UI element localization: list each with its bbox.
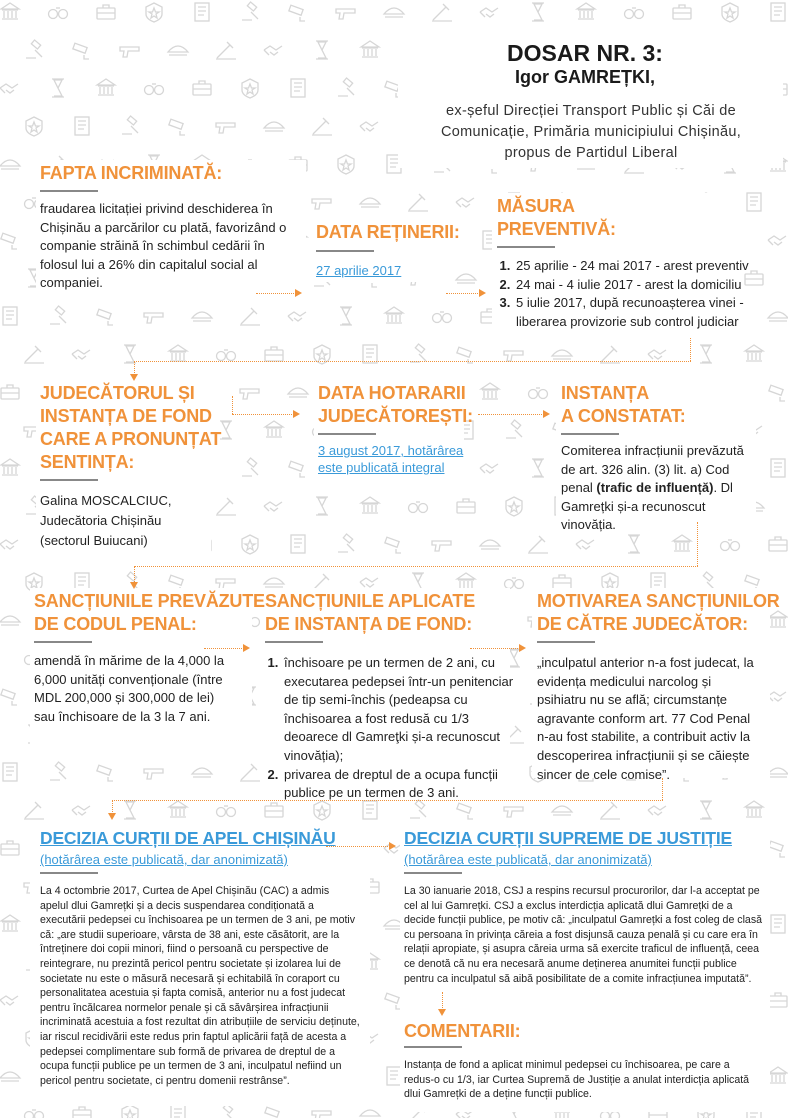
pattern-icon: [363, 801, 377, 819]
data-retinerii-heading: DATA REȚINERII:: [316, 222, 460, 242]
pattern-icon: [360, 1110, 380, 1118]
heading-line: SANCȚIUNILE PREVĂZUTE: [34, 591, 265, 611]
connector-line: [112, 800, 113, 814]
link-line[interactable]: este publicată integral: [318, 460, 445, 475]
person-name: Igor GAMREȚKI,: [515, 67, 655, 87]
heading-line: CARE A PRONUNȚAT: [40, 429, 222, 449]
pattern-icon: [1, 3, 19, 19]
pattern-icon: [192, 312, 212, 321]
pattern-icon: [1, 233, 17, 249]
pattern-icon: [361, 41, 379, 57]
motivarea-text: „inculpatul anterior n-a fost judecat, la evidența medicului narcolog și psihiatru nu se află; circumstanțe agravante conform art. 77 Cod Penal n-au fost stabilite, a contribuit activ la descoperirea infracțiunii și se căiește sincer de cele comise”.: [537, 655, 754, 782]
pattern-icon: [480, 464, 498, 473]
pattern-icon: [529, 388, 548, 399]
pattern-icon: [504, 351, 523, 361]
pattern-icon: [771, 459, 785, 477]
pattern-icon: [49, 8, 68, 19]
arrow-right-icon: [295, 289, 302, 297]
pattern-icon: [577, 3, 595, 19]
pattern-icon: [220, 421, 232, 439]
pattern-icon: [242, 2, 258, 20]
pattern-icon: [144, 313, 163, 323]
pattern-icon: [361, 497, 379, 513]
pattern-icon: [385, 307, 403, 323]
link-line[interactable]: 3 august 2017, hotărârea: [318, 443, 464, 458]
pattern-icon: [312, 118, 332, 135]
pattern-icon: [338, 155, 354, 174]
offense-name: (trafic de influență): [596, 480, 714, 496]
pattern-icon: [1, 841, 19, 855]
connector-line: [256, 293, 296, 294]
fapta-heading: FAPTA INCRIMINATĂ:: [40, 163, 223, 183]
judecator-text: [40, 491, 210, 551]
pattern-icon: [288, 388, 308, 397]
pattern-icon: [768, 692, 786, 701]
instanta-text: [561, 442, 753, 535]
connector-line: [134, 361, 135, 375]
pattern-icon: [288, 312, 306, 321]
pattern-icon: [769, 993, 787, 1007]
instanta-text-part: Comiterea infracțiunii prevăzută de art. 326 alin. (3) lit. a) Cod penal: [561, 443, 744, 496]
pattern-icon: [432, 4, 452, 21]
person-description: [402, 101, 780, 164]
pattern-icon: [700, 801, 712, 819]
divider: [40, 479, 98, 481]
pattern-icon: [506, 420, 522, 438]
description-line: Comunicație, Primăria municipiului Chișinău,: [440, 124, 742, 140]
pattern-icon: [625, 8, 644, 19]
arrow-right-icon: [519, 644, 526, 652]
motivarea-heading: [537, 590, 780, 636]
judecator-heading: [40, 382, 221, 474]
list-item: 2. privarea de dreptul de a ocupa funcții publice pe un termen de 3 ani.: [282, 766, 522, 803]
pattern-icon: [24, 802, 44, 819]
pattern-icon: [124, 801, 136, 819]
curtea-apel-heading[interactable]: DECIZIA CURȚII DE APEL CHIȘINĂU: [40, 828, 336, 848]
pattern-icon: [289, 5, 305, 21]
pattern-icon: [314, 801, 330, 820]
heading-line: MOTIVAREA SANCȚIUNILOR: [537, 591, 780, 611]
divider: [265, 641, 323, 643]
pattern-icon: [316, 41, 328, 59]
arrow-right-icon: [479, 289, 486, 297]
pattern-icon: [457, 803, 473, 819]
pattern-icon: [673, 535, 691, 551]
pattern-icon: [312, 199, 331, 209]
pattern-icon: [0, 540, 18, 549]
pattern-icon: [506, 497, 522, 516]
pattern-icon: [409, 502, 428, 513]
pattern-icon: [432, 541, 451, 551]
pattern-icon: [122, 1105, 138, 1118]
data-hotararii-link[interactable]: [318, 442, 463, 476]
pattern-icon: [146, 3, 162, 22]
pattern-icon: [72, 350, 90, 359]
pattern-icon: [120, 47, 139, 57]
divider: [561, 433, 619, 435]
pattern-icon: [338, 78, 354, 96]
pattern-icon: [480, 540, 500, 549]
pattern-icon: [600, 802, 620, 819]
pattern-icon: [50, 306, 66, 324]
masura-heading: [497, 195, 616, 241]
pattern-icon: [97, 5, 115, 19]
pattern-icon: [73, 43, 89, 59]
pattern-icon: [360, 578, 378, 587]
sanctiuni-aplicate-list: [265, 654, 522, 803]
pattern-icon: [25, 1110, 44, 1118]
pattern-icon: [265, 1107, 281, 1118]
heading-line: DE CĂTRE JUDECĂTOR:: [537, 614, 748, 634]
divider: [497, 246, 555, 248]
pattern-icon: [0, 160, 20, 169]
pattern-icon: [1, 915, 19, 931]
pattern-icon: [532, 3, 544, 21]
pattern-icon: [24, 346, 44, 363]
sanctiuni-aplicate-heading: [265, 590, 475, 636]
pattern-icon: [769, 1067, 787, 1083]
pattern-icon: [385, 993, 401, 1009]
pattern-icon: [745, 345, 763, 361]
connector-line: [697, 522, 698, 566]
connector-line: [478, 414, 544, 415]
pattern-icon: [171, 1105, 185, 1118]
pattern-icon: [0, 1072, 20, 1081]
pattern-icon: [0, 996, 18, 1005]
arrow-down-icon: [130, 374, 138, 381]
pattern-icon: [216, 42, 236, 59]
pattern-icon: [97, 765, 113, 781]
pattern-icon: [722, 3, 738, 22]
description-line: propus de Partidul Liberal: [504, 145, 678, 161]
list-item: 2. 24 mai - 4 iulie 2017 - arest la domiciliu: [514, 276, 752, 295]
heading-line: MĂSURA: [497, 196, 575, 216]
pattern-icon: [193, 81, 211, 95]
pattern-icon: [1, 689, 17, 705]
pattern-icon: [673, 5, 691, 19]
instanta-text-part: . Dl Gamrețki și-a recunoscut vinovăția.: [561, 480, 733, 533]
connector-line: [112, 800, 663, 801]
pattern-icon: [26, 117, 42, 136]
pattern-icon: [240, 389, 259, 399]
pattern-icon: [747, 193, 761, 211]
connector-line: [204, 648, 244, 649]
pattern-icon: [240, 308, 260, 325]
sanctiuni-prevazute-heading: [34, 590, 265, 636]
curtea-apel-subheading[interactable]: (hotărârea este publicată, dar anonimizată): [40, 852, 288, 867]
connector-line: [446, 293, 480, 294]
heading-line: A CONSTATAT:: [561, 406, 686, 426]
pattern-icon: [265, 421, 283, 437]
masura-list: [497, 257, 752, 331]
pattern-icon: [122, 116, 138, 134]
curtea-suprema-text: La 30 ianuarie 2018, CSJ a respins recursul procurorilor, dar l-a acceptat pe cel al lui Gamrețki. CSJ a exclus interdicția aplicată dlui Gamrețki de a decide funcții publice, pe motiv că: „inculpatul Gamrețki a fost coleg de clasă cu persoana în privința căreia a fost disjunsă cauza penală și cu care era în relații apropiate, și asupra căreia urma să exercite traficul de influență, ceea ce denotă că nu era necesară anume deținerea anumitei funcții publice pentru ca inculpatul să aibă posibilitate de a comite infracțiunea imputată”.: [404, 885, 763, 985]
list-item: 1. 25 aprilie - 24 mai 2017 - arest preventiv: [514, 257, 752, 276]
pattern-icon: [195, 3, 209, 21]
pattern-icon: [433, 312, 452, 323]
pattern-icon: [312, 1111, 331, 1118]
heading-line: INSTANȚA DE FOND: [40, 406, 212, 426]
comentarii-heading: COMENTARII:: [404, 1021, 521, 1041]
pattern-icon: [217, 350, 236, 361]
pattern-icon: [384, 8, 404, 17]
heading-line: SANCȚIUNILE APLICATE: [265, 591, 475, 611]
pattern-icon: [289, 461, 305, 477]
pattern-icon: [242, 535, 258, 554]
divider: [34, 641, 92, 643]
pattern-icon: [97, 309, 113, 325]
pattern-icon: [745, 801, 763, 817]
connector-line: [232, 414, 294, 415]
pattern-icon: [648, 350, 666, 359]
pattern-icon: [218, 1104, 234, 1118]
pattern-icon: [264, 578, 284, 587]
arrow-right-icon: [543, 410, 550, 418]
heading-line: DE INSTANȚA DE FOND:: [265, 614, 472, 634]
pattern-icon: [769, 841, 785, 857]
arrow-down-icon: [130, 582, 138, 589]
pattern-icon: [97, 79, 115, 95]
pattern-icon: [700, 345, 712, 363]
arrow-right-icon: [243, 644, 250, 652]
pattern-icon: [769, 385, 785, 401]
pattern-icon: [316, 497, 328, 515]
pattern-icon: [456, 198, 474, 207]
pattern-icon: [340, 307, 352, 325]
pattern-icon: [242, 458, 258, 476]
pattern-icon: [1, 385, 19, 399]
pattern-icon: [457, 499, 475, 513]
list-item: 3. 5 iulie 2017, după recunoașterea vinei - liberarea provizorie sub control judiciar: [514, 294, 752, 331]
connector-line: [232, 396, 233, 414]
pattern-icon: [771, 3, 785, 21]
pattern-icon: [648, 806, 666, 815]
pattern-icon: [457, 573, 475, 589]
curtea-suprema-subheading[interactable]: (hotărârea este publicată, dar anonimizată): [404, 852, 652, 867]
fapta-text: fraudarea licitației privind deschiderea în Chișinău a parcărilor cu plată, favorizând o companie străină în schimbul cedării în folosul lui a 26% din capitalul social al companiei.: [40, 201, 287, 291]
connector-line: [470, 648, 520, 649]
pattern-icon: [504, 807, 523, 817]
pattern-icon: [242, 79, 258, 98]
curtea-apel-text: La 4 octombrie 2017, Curtea de Apel Chișinău (CAC) a admis apelul dlui Gamrețki și a decis suspendarea condiționată a executării pedepsei cu închisoarea pe un termen de 3 ani, pe motiv că: „are studii superioare, vârsta de 38 ani, este căsătorit, are la întreținere doi copii minori, fiind o persoană cu perspective de reintegrare, nu prezintă pericol pentru societate și izolarea lui de societate nu este o măsură necesară și echitabilă în coraport cu personalitatea acestuia și fapta comisă, anterior nu a fost judecat pentru încălcarea normelor penale și că săvârșirea infracțiunii incriminată acestuia a fost rezultat din atribuțiile de serviciu deținute, iar riscul recidivării este redus prin faptul aplicării față de acesta a pedepsei complimentare sub formă de privarea de dreptul de a ocupa funcții publice pe un termen de 3 ani, inculpatul nefiind un pericol pentru societate, ci pentru domenii restrânse”.: [40, 885, 360, 1087]
pattern-icon: [168, 46, 188, 55]
pattern-icon: [52, 79, 64, 97]
curtea-suprema-heading[interactable]: DECIZIA CURȚII SUPREME DE JUSTIȚIE: [404, 828, 732, 848]
sanctiuni-prevazute-text: amendă în mărime de la 4,000 la 6,000 unități convenționale (între MDL 200,000 și 300,000 de lei) sau închisoare de la 3 la 7 ani.: [34, 653, 225, 724]
heading-line: SENTINȚA:: [40, 452, 135, 472]
pattern-icon: [192, 768, 212, 777]
pattern-icon: [532, 459, 544, 477]
pattern-icon: [169, 345, 187, 361]
pattern-icon: [408, 194, 428, 211]
description-line: ex-șeful Direcției Transport Public și Căi de: [446, 103, 736, 119]
pattern-icon: [552, 350, 572, 359]
pattern-icon: [768, 312, 788, 321]
divider: [404, 1046, 462, 1048]
pattern-icon: [0, 616, 20, 625]
divider: [537, 641, 595, 643]
pattern-icon: [72, 806, 90, 815]
pattern-icon: [552, 806, 572, 815]
arrow-right-icon: [389, 842, 396, 850]
pattern-icon: [291, 535, 305, 553]
pattern-icon: [553, 575, 571, 589]
pattern-icon: [169, 119, 185, 135]
pattern-icon: [768, 236, 786, 245]
pattern-icon: [336, 9, 355, 19]
pattern-icon: [264, 502, 282, 511]
pattern-icon: [360, 122, 378, 131]
connector-line: [442, 992, 443, 1010]
connector-line: [134, 566, 698, 567]
data-retinerii-link[interactable]: 27 aprilie 2017: [316, 263, 402, 278]
pattern-icon: [576, 540, 594, 549]
pattern-icon: [480, 8, 498, 17]
instanta-heading: [561, 382, 686, 428]
pattern-icon: [264, 122, 284, 131]
divider: [40, 872, 98, 874]
pattern-icon: [265, 803, 283, 817]
pattern-icon: [628, 535, 640, 553]
pattern-icon: [291, 79, 305, 97]
pattern-icon: [3, 307, 17, 325]
judge-name: Galina MOSCALCIUC,: [40, 493, 172, 508]
comentarii-text: Instanța de fond a aplicat minimul pedepsei cu închisoarea, pe care a redus-o cu 1/3, iar Curtea Supremă de Justiție a anulat interdicția aplicată dlui Gamrețki de a deține funcții publice.: [404, 1059, 750, 1101]
pattern-icon: [528, 536, 548, 553]
heading-line: JUDECĂTORUL ȘI: [40, 383, 195, 403]
divider: [40, 190, 98, 192]
pattern-icon: [771, 915, 785, 933]
connector-line: [662, 778, 663, 800]
pattern-icon: [217, 806, 236, 817]
pattern-icon: [240, 764, 260, 781]
heading-line: DATA HOTARARII: [318, 383, 466, 403]
pattern-icon: [769, 537, 787, 551]
pattern-icon: [216, 123, 235, 133]
heading-line: INSTANȚA: [561, 383, 650, 403]
divider: [404, 872, 462, 874]
data-hotararii-heading: [318, 382, 473, 428]
pattern-icon: [265, 347, 283, 361]
heading-line: DE CODUL PENAL:: [34, 614, 197, 634]
court-name: Judecătoria Chișinău: [40, 513, 162, 528]
pattern-icon: [481, 383, 499, 399]
divider: [316, 250, 374, 252]
heading-line: JUDECĂTOREȘTI:: [318, 406, 473, 426]
pattern-icon: [1, 459, 19, 475]
pattern-icon: [385, 537, 401, 553]
pattern-icon: [387, 1067, 401, 1085]
connector-line: [134, 566, 135, 582]
dosar-title: DOSAR NR. 3:: [507, 40, 663, 66]
pattern-icon: [456, 274, 476, 283]
pattern-icon: [360, 198, 380, 207]
pattern-icon: [145, 84, 164, 95]
pattern-icon: [216, 498, 236, 515]
pattern-icon: [410, 344, 426, 362]
connector-line: [690, 338, 691, 361]
pattern-icon: [73, 1107, 91, 1118]
pattern-icon: [0, 84, 18, 93]
arrow-right-icon: [293, 410, 300, 418]
pattern-icon: [3, 763, 17, 781]
connector-line: [326, 846, 390, 847]
pattern-icon: [338, 534, 354, 552]
pattern-icon: [75, 117, 89, 135]
court-sector: (sectorul Buiucani): [40, 533, 148, 548]
arrow-down-icon: [438, 1009, 446, 1016]
pattern-icon: [505, 578, 524, 589]
pattern-icon: [50, 762, 66, 780]
pattern-icon: [264, 46, 282, 55]
arrow-down-icon: [108, 813, 116, 820]
heading-line: PREVENTIVĂ:: [497, 219, 616, 239]
pattern-icon: [169, 801, 187, 817]
divider: [318, 433, 376, 435]
pattern-icon: [768, 768, 788, 777]
pattern-icon: [144, 769, 163, 779]
pattern-icon: [721, 540, 740, 551]
pattern-icon: [26, 40, 42, 58]
connector-line: [134, 361, 691, 362]
list-item: 1. închisoare pe un termen de 2 ani, cu executarea pedepsei într-un penitenciar de tip semi-închis (pedeapsa cu închisoarea a fost redusă cu 1/3 deoarece dl Gamreţki și-a recunoscut vinovăția);: [282, 654, 522, 766]
